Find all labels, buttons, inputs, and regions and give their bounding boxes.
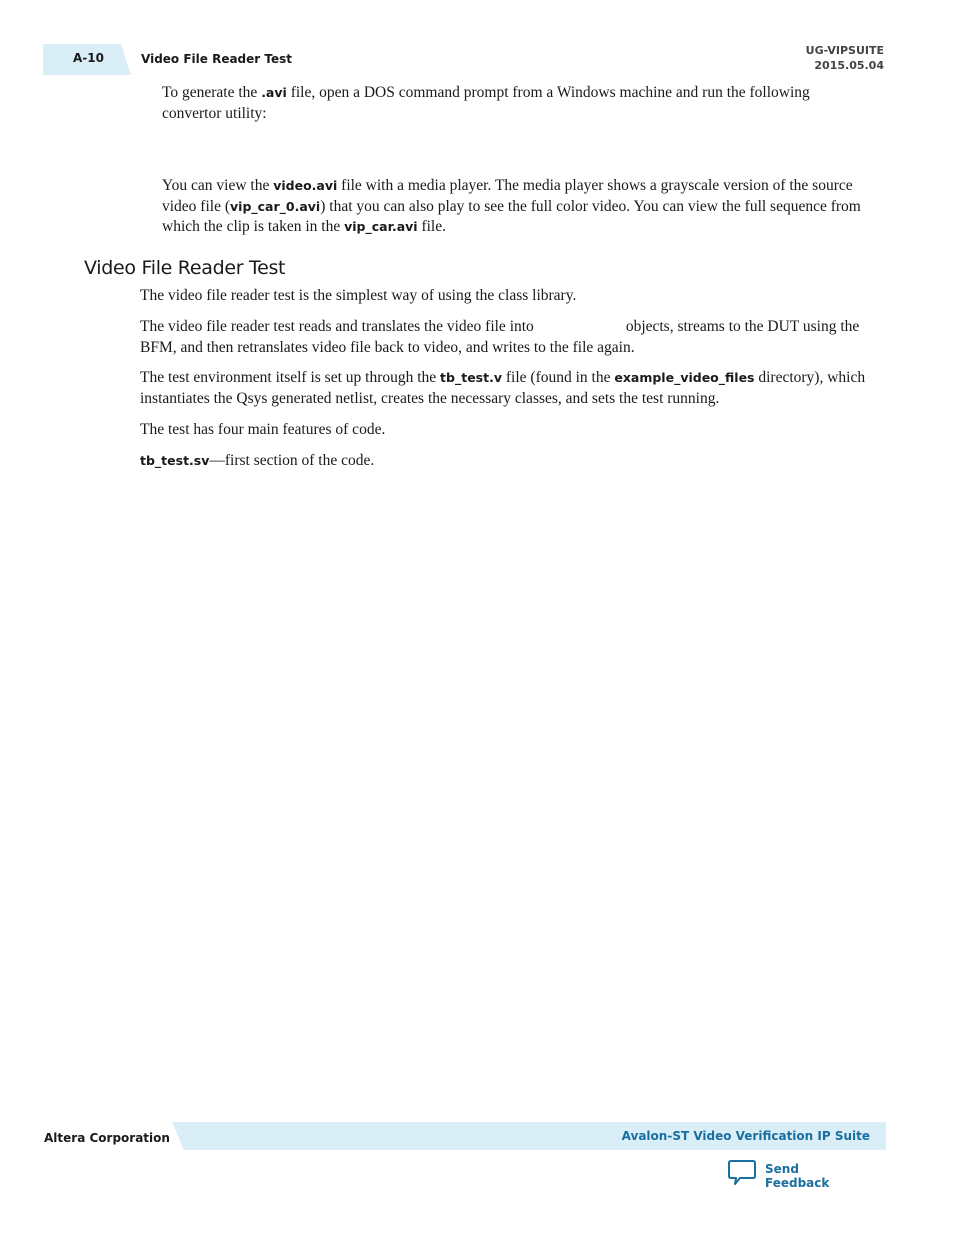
text: file (found in the <box>502 369 615 386</box>
paragraph-first-section <box>140 451 870 472</box>
paragraph-simplest-way: The video file reader test is the simplest way of using the class library. <box>140 287 577 304</box>
filename-tb-test-v: tb_test.v <box>440 370 502 385</box>
text: ) that you can also play to see the full color video. You can view the full sequence from which the clip is taken in the <box>162 197 861 235</box>
text: The test environment itself is set up through the <box>140 369 441 386</box>
doc-id: UG-VIPSUITE <box>805 44 884 57</box>
paragraph-four-features: The test has four main features of code. <box>140 421 386 438</box>
page-number: A-10 <box>73 51 104 65</box>
doc-date: 2015.05.04 <box>814 59 884 72</box>
text: objects, streams to the DUT using the BFM, and then retranslates video file back to video, and writes to the file again. <box>140 318 860 356</box>
footer-company: Altera Corporation <box>44 1131 170 1145</box>
footer-doc-title[interactable]: Avalon-ST Video Verification IP Suite <box>621 1129 870 1143</box>
filename-vip-car-0: vip_car_0.avi <box>230 198 321 214</box>
speech-bubble-icon <box>727 1159 757 1191</box>
paragraph-generate-avi <box>162 83 862 124</box>
running-section-title: Video File Reader Test <box>141 52 292 66</box>
text: You can view the <box>162 177 274 194</box>
text: directory), which instantiates the Qsys generated netlist, creates the necessary classes, and sets the test running. <box>140 369 866 407</box>
text: The video file reader test reads and translates the video file into <box>140 318 534 335</box>
filename-tb-test-sv: tb_test.sv <box>140 453 210 468</box>
filename-vip-car: vip_car.avi <box>344 219 418 234</box>
document-id <box>806 43 884 73</box>
filename-avi: .avi <box>261 85 287 100</box>
text: file with a media player. The media player shows a grayscale version of the source video file ( <box>162 177 853 215</box>
text: To generate the <box>162 84 262 101</box>
paragraph-reads-translates <box>140 317 870 358</box>
paragraph-test-environment <box>140 368 870 409</box>
paragraph-view-video <box>162 176 862 238</box>
text: file, open a DOS command prompt from a Windows machine and run the following convertor utility: <box>162 84 810 122</box>
send-feedback-link[interactable] <box>727 1159 867 1189</box>
filename-video-avi: video.avi <box>273 178 338 193</box>
text: file. <box>417 218 446 235</box>
send-feedback-label: Send Feedback <box>765 1162 830 1190</box>
dirname-example-video-files: example_video_files <box>614 370 755 385</box>
section-heading: Video File Reader Test <box>84 257 286 279</box>
text: —first section of the code. <box>209 452 375 469</box>
